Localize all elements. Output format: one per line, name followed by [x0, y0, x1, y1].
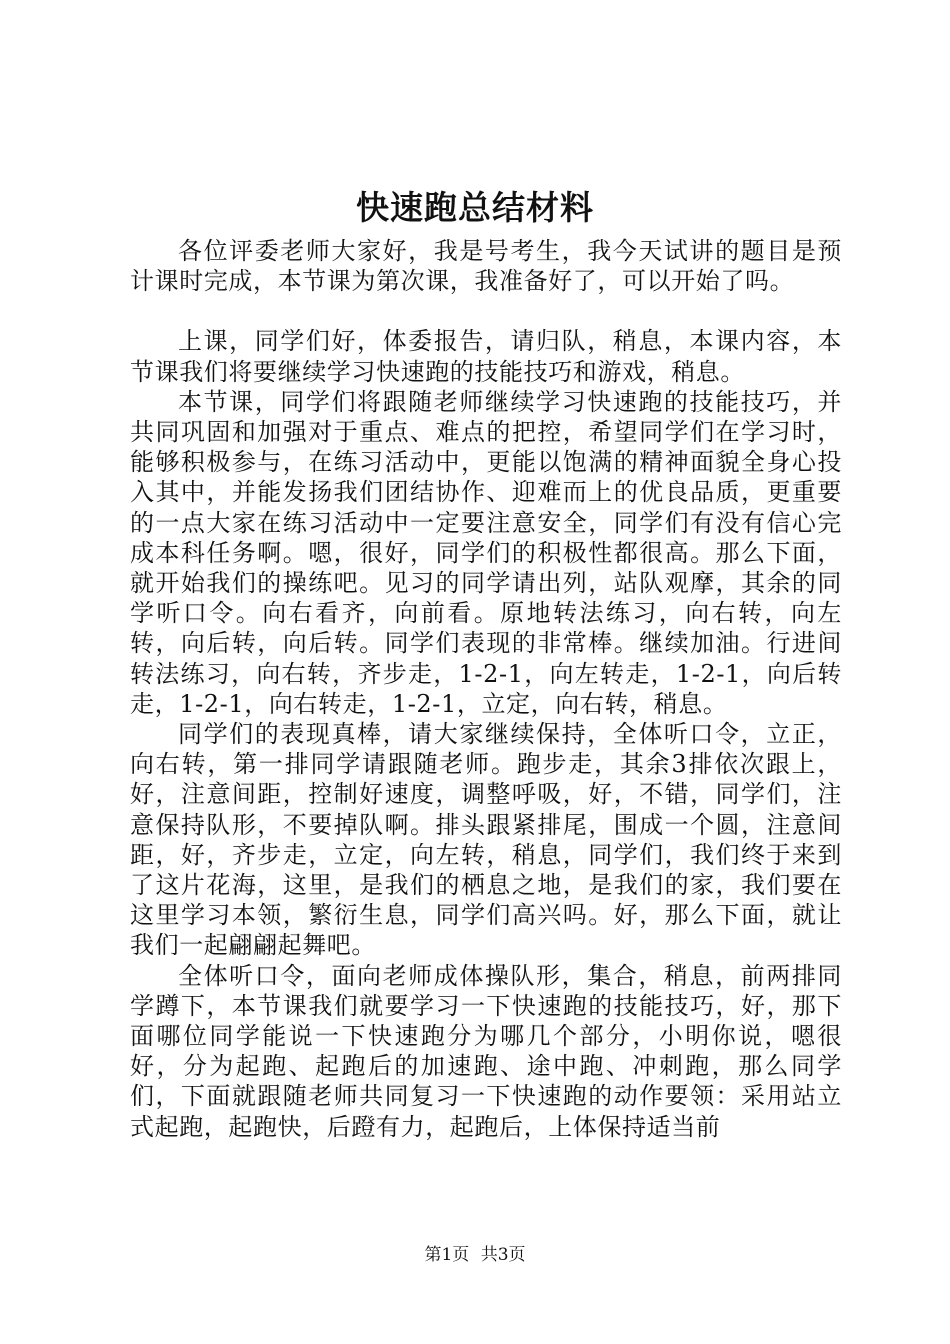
paragraph-class-start: 上课，同学们好，体委报告，请归队，稍息，本课内容，本节课我们将要继续学习快速跑的技能技巧和游戏，稍息。	[130, 327, 842, 386]
page-number: 第1页	[424, 1245, 470, 1265]
page-footer	[0, 1243, 950, 1267]
paragraph-running: 同学们的表现真棒，请大家继续保持，全体听口令，立正，向右转，第一排同学请跟随老师。跑步走，其余3排依次跟上，好，注意间距，控制好速度，调整呼吸，好，不错，同学们，注意保持队形，不要掉队啊。排头跟紧排尾，围成一个圆，注意间距，好，齐步走，立定，向左转，稍息，同学们，我们终于来到了这片花海，这里，是我们的栖息之地，是我们的家，我们要在这里学习本领，繁衍生息，同学们高兴吗。好，那么下面，就让我们一起翩翩起舞吧。	[130, 720, 842, 960]
document-title: 快速跑总结材料	[356, 188, 594, 227]
paragraph-intro: 各位评委老师大家好，我是号考生，我今天试讲的题目是预计课时完成，本节课为第次课，我准备好了，可以开始了吗。	[130, 237, 842, 296]
document-body	[130, 236, 842, 1142]
paragraph-technique: 全体听口令，面向老师成体操队形，集合，稍息，前两排同学蹲下，本节课我们就要学习一下快速跑的技能技巧，好，那下面哪位同学能说一下快速跑分为哪几个部分，小明你说，嗯很好，分为起跑、起跑后的加速跑、途中跑、冲刺跑，那么同学们，下面就跟随老师共同复习一下快速跑的动作要领：采用站立式起跑，起跑快，后蹬有力，起跑后，上体保持适当前	[130, 961, 842, 1141]
paragraph-warmup: 本节课，同学们将跟随老师继续学习快速跑的技能技巧，并共同巩固和加强对于重点、难点的把控，希望同学们在学习时，能够积极参与，在练习活动中，更能以饱满的精神面貌全身心投入其中，并能发扬我们团结协作、迎难而上的优良品质，更重要的一点大家在练习活动中一定要注意安全，同学们有没有信心完成本科任务啊。嗯，很好，同学们的积极性都很高。那么下面，就开始我们的操练吧。见习的同学请出列，站队观摩，其余的同学听口令。向右看齐，向前看。原地转法练习，向右转，向左转，向后转，向后转。同学们表现的非常棒。继续加油。行进间转法练习，向右转，齐步走，1-2-1，向左转走，1-2-1，向后转走，1-2-1，向右转走，1-2-1，立定，向右转，稍息。	[130, 387, 842, 718]
page-total: 共3页	[480, 1245, 526, 1265]
